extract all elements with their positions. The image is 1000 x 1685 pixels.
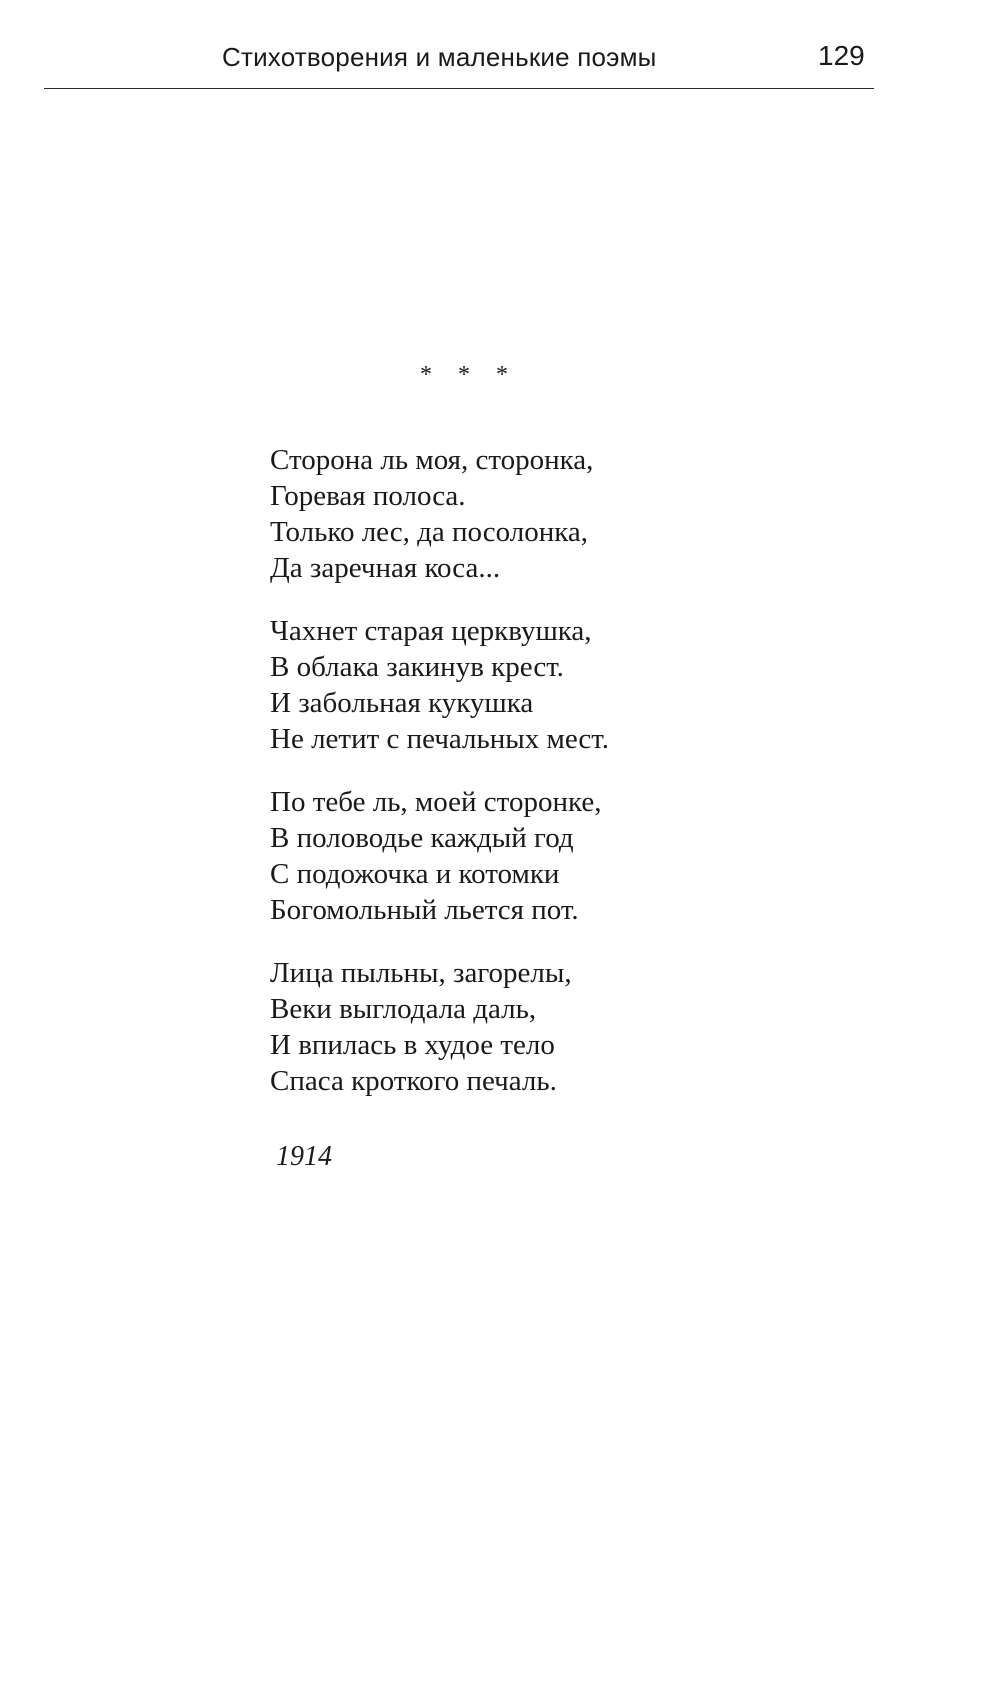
poem-line: Чахнет старая церквушка, xyxy=(270,615,592,647)
poem-date: 1914 xyxy=(276,1141,332,1172)
poem-line: С подожочка и котомки xyxy=(270,858,560,890)
poem-line: Горевая полоса. xyxy=(270,480,466,512)
poem-line: Спаса кроткого печаль. xyxy=(270,1065,557,1097)
poem-line: Богомольный льется пот. xyxy=(270,894,579,926)
poem-body xyxy=(270,442,609,1126)
section-mark: * * * xyxy=(420,362,518,388)
poem-line: И забольная кукушка xyxy=(270,687,534,719)
poem-line: Только лес, да посолонка, xyxy=(270,516,589,548)
stanza xyxy=(270,784,609,928)
running-title: Стихотворения и маленькие поэмы xyxy=(222,42,657,72)
poem-line: Не летит с печальных мест. xyxy=(270,723,610,755)
stanza xyxy=(270,613,609,757)
poem-line: Веки выглодала даль, xyxy=(270,993,537,1025)
poem-line: И впилась в худое тело xyxy=(270,1029,555,1061)
poem-line: Сторона ль моя, сторонка, xyxy=(270,444,594,476)
poem-line: Да заречная коса... xyxy=(270,552,501,584)
poem-line: В облака закинув крест. xyxy=(270,651,564,683)
stanza xyxy=(270,955,609,1099)
stanza xyxy=(270,442,609,586)
poem-line: Лица пыльны, загорелы, xyxy=(270,957,572,989)
poem-line: По тебе ль, моей сторонке, xyxy=(270,786,602,818)
poem-line: В половодье каждый год xyxy=(270,822,574,854)
header-rule xyxy=(44,88,874,89)
page-number: 129 xyxy=(818,40,865,71)
